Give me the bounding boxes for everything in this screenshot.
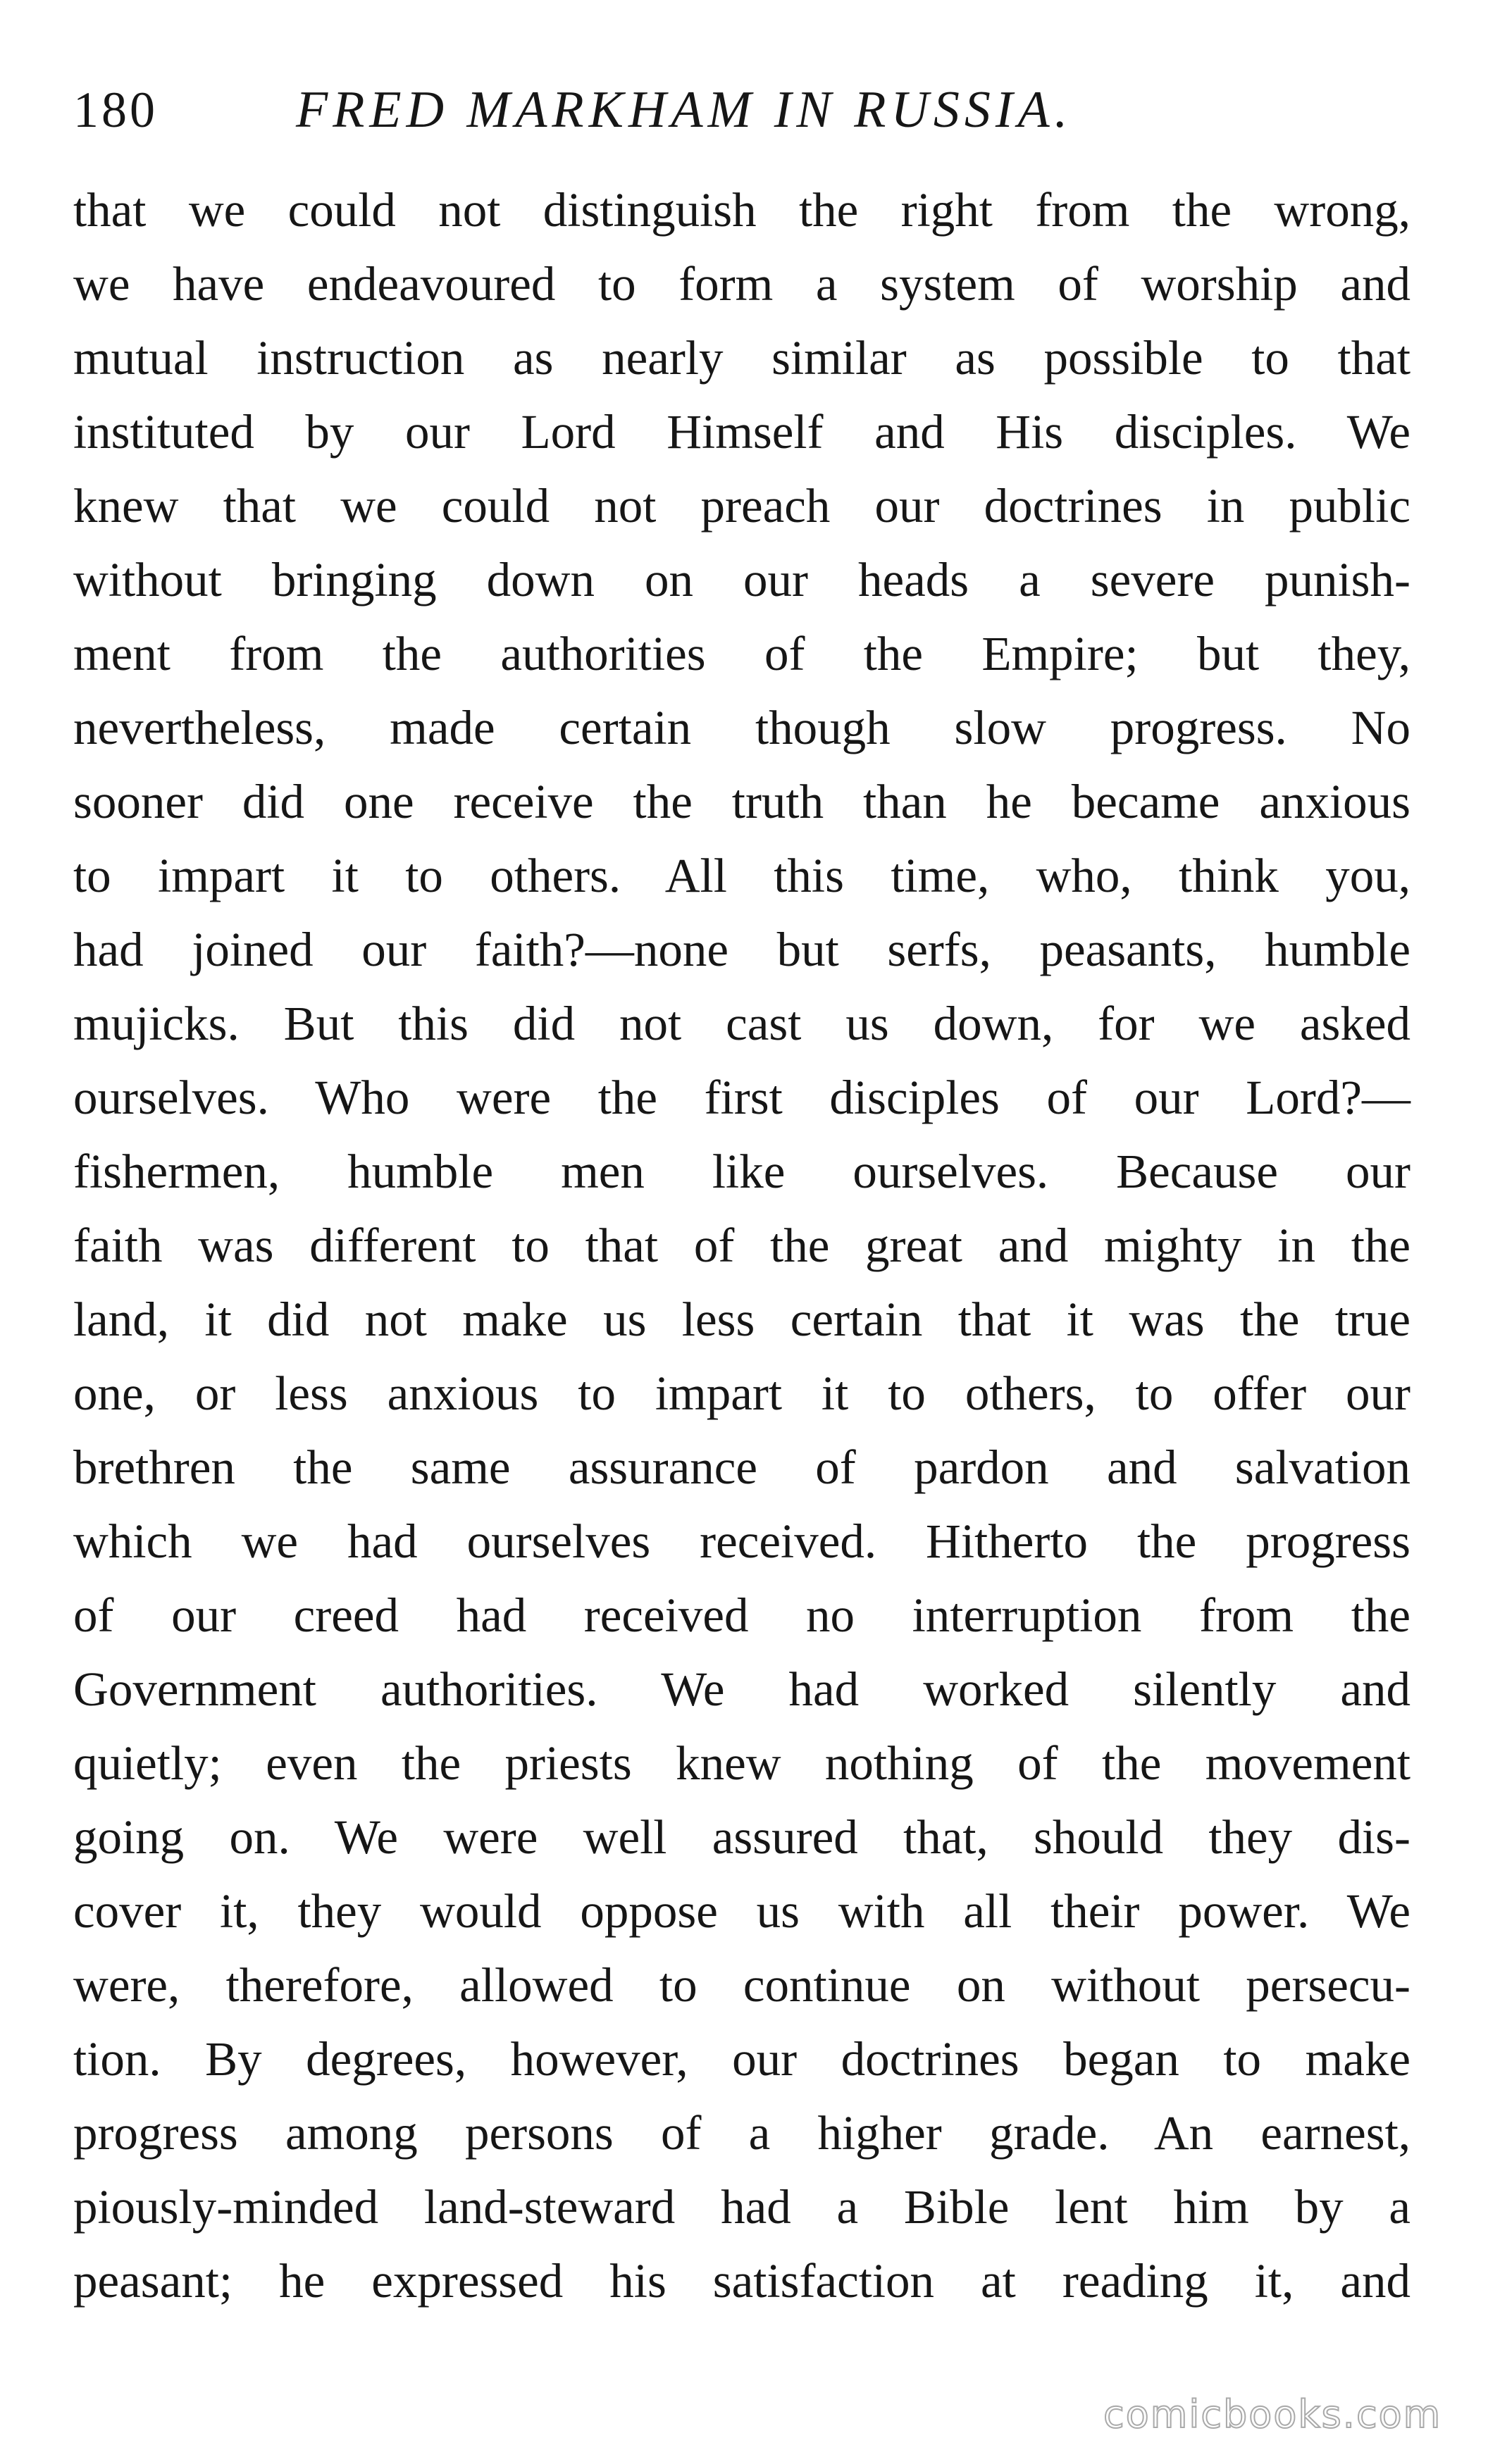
text-line: faith was different to that of the great and mighty in the: [73, 1219, 1410, 1272]
text-line: one, or less anxious to impart it to others, to offer our: [73, 1367, 1410, 1420]
text-line: knew that we could not preach our doctrines in public: [73, 479, 1410, 533]
text-line: quietly; even the priests knew nothing of the movement: [73, 1736, 1410, 1790]
text-line: going on. We were well assured that, should they dis-: [73, 1810, 1410, 1864]
page-number: 180: [73, 82, 158, 138]
text-line: of our creed had received no interruption from the: [73, 1588, 1410, 1642]
text-line: we have endeavoured to form a system of worship and: [73, 257, 1410, 311]
text-line: cover it, they would oppose us with all their power. We: [73, 1884, 1410, 1938]
text-line: land, it did not make us less certain that it was the true: [73, 1293, 1410, 1346]
text-line: mujicks. But this did not cast us down, for we asked: [73, 997, 1410, 1050]
running-title: FRED MARKHAM IN RUSSIA.: [296, 81, 1073, 139]
text-line: instituted by our Lord Himself and His disciples. We: [73, 405, 1410, 459]
text-line: without bringing down on our heads a severe punish-: [73, 553, 1410, 606]
watermark-text: comicbooks.com: [1103, 2392, 1442, 2437]
running-head: [73, 68, 1412, 152]
text-line: brethren the same assurance of pardon and salvation: [73, 1441, 1410, 1494]
text-line: progress among persons of a higher grade. An earnest,: [73, 2106, 1410, 2160]
text-line: tion. By degrees, however, our doctrines began to make: [73, 2032, 1410, 2086]
text-line: that we could not distinguish the right from the wrong,: [73, 183, 1410, 237]
text-line: had joined our faith?—none but serfs, peasants, humble: [73, 923, 1410, 976]
text-line: were, therefore, allowed to continue on without persecu-: [73, 1958, 1410, 2012]
body-text: [73, 173, 1410, 2318]
text-line: fishermen, humble men like ourselves. Because our: [73, 1145, 1410, 1198]
text-line: mutual instruction as nearly similar as possible to that: [73, 331, 1410, 385]
text-line: nevertheless, made certain though slow progress. No: [73, 701, 1410, 754]
text-line: ment from the authorities of the Empire; but they,: [73, 627, 1410, 680]
text-line: which we had ourselves received. Hitherto the progress: [73, 1514, 1410, 1568]
text-line: sooner did one receive the truth than he became anxious: [73, 775, 1410, 828]
text-line: ourselves. Who were the first disciples of our Lord?—: [73, 1071, 1410, 1124]
text-line: peasant; he expressed his satisfaction at reading it, and: [73, 2254, 1410, 2308]
text-line: to impart it to others. All this time, who, think you,: [73, 849, 1410, 902]
text-line: Government authorities. We had worked silently and: [73, 1662, 1410, 1716]
text-line: piously-minded land-steward had a Bible lent him by a: [73, 2180, 1410, 2234]
